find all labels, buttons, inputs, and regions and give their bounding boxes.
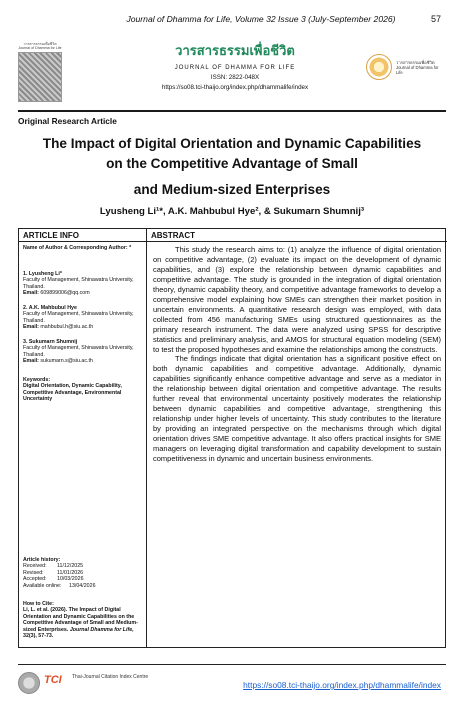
author-2-name: 2. A.K. Mahbubul Hye [23, 305, 77, 311]
how-to-cite [23, 601, 143, 639]
author-3-email[interactable]: sukumarn.s@siu.ac.th [40, 358, 93, 365]
author-3-affiliation: Faculty of Management, Shinawatra University, Thailand. [23, 345, 134, 358]
journal-header [18, 38, 446, 108]
seal-icon [18, 672, 40, 694]
journal-masthead [110, 40, 360, 91]
history-row: Available online: 13/04/2026 [23, 582, 96, 589]
author-1-email[interactable]: 609899006@qq.com [40, 290, 90, 297]
thai-journal-title: วารสารธรรมเพื่อชีวิต [175, 44, 295, 59]
journal-url[interactable]: https://so08.tci-thaijo.org/index.php/dhammalife/index [161, 84, 309, 91]
right-logo-text: วารสารธรรมเพื่อชีวิต Journal of Dhamma for Life [396, 60, 439, 75]
author-line: Lyusheng Li¹*, A.K. Mahbubul Hye², & Sukumarn Shumnij³ [99, 206, 365, 217]
article-info-heading: ARTICLE INFO [23, 231, 79, 240]
author-3-name: 3. Sukumarn Shumnij [23, 339, 78, 345]
author-2-affiliation: Faculty of Management, Shinawatra University, Thailand. [23, 311, 134, 324]
abstract-heading-rule [147, 241, 447, 242]
history-label: Article history: [23, 557, 61, 563]
header-rule [18, 110, 446, 112]
author-1-affiliation: Faculty of Management, Shinawatra University, Thailand. [23, 277, 134, 290]
cite-label: How to Cite: [23, 601, 54, 607]
english-journal-title: JOURNAL OF DHAMMA FOR LIFE [174, 65, 296, 71]
email-label: Email: [23, 324, 39, 331]
author-2-block [23, 305, 143, 331]
issn: ISSN: 2822-048X [210, 74, 260, 81]
abstract-paragraph-1: This study the research aims to: (1) analyze the influence of digital orientation on competitive advantage, (2) evaluate its impact on the development of dynamic capabilities, and (3) explore the relationship between dynamic capabilities and competitive advantage. The study is grounded in the integration of digital orientation theory, dynamic capability theory, and competitive advantage frameworks to develop a comprehensive model explaining how SMEs can strengthen their market position in uncertain environments. A quantitative research design was employed, with data collected from 456 manufacturing SMEs using structured questionnaires as the primary research instrument. The data were analyzed using SPSS for descriptive statistics and preliminary analysis, and AMOS for structural equation modeling (SEM) to test the proposed hypotheses and examine the relationships among the constructs. [153, 245, 441, 354]
abstract-body [153, 245, 441, 464]
corresponding-author-label: Name of Author & Corresponding Author: * [23, 245, 132, 251]
column-divider [146, 229, 147, 647]
title-line: The Impact of Digital Orientation and Dynamic Capabilities [42, 136, 422, 151]
page-number: 57 [430, 14, 441, 24]
footer-rule [18, 664, 446, 665]
tci-logo: TCI [44, 674, 62, 686]
title-line: and Medium-sized Enterprises [133, 182, 331, 197]
article-history [23, 557, 143, 589]
history-row: Revised: 11/01/2026 [23, 569, 84, 576]
abstract-paragraph-2: The findings indicate that digital orientation has a significant positive effect on both dynamic capabilities and competitive advantage. Additionally, dynamic capabilities significantly enhance competitive advantage and serve as a mediator in the relationship between digital orientation and competitive advantage. The results further reveal that environmental uncertainty positively moderates the relationship between dynamic capabilities and competitive advantage, strengthening this relationship under higher levels of uncertainty. This study contributes to the literature by providing an integrated perspective on the mechanisms through which digital orientation drives SME competitive advantage. It also offers practical insights for SME managers on leveraging digital transformation and capability development to sustain competitiveness in dynamic and uncertain business environments. [153, 354, 441, 464]
author-3-block [23, 339, 143, 365]
tci-caption: Thai-Journal Citation Index Centre [72, 674, 149, 680]
citation: Li, L. et al. (2026). The Impact of Digital Orientation and Dynamic Capabilities on the Competitive Advantage of Small and Medium-sized Enterprises. Journal Dhamma for Life, 32(3), 57-73. [23, 607, 138, 640]
author-2-email[interactable]: mahbubul.h@siu.ac.th [40, 324, 94, 331]
left-logo-caption: วารสารธรรมเพื่อชีวิต Journal of Dhamma for Life [18, 42, 62, 50]
citation-journal: Journal Dhamma for Life, [69, 626, 134, 633]
email-label: Email: [23, 290, 39, 297]
journal-logo-right [366, 52, 446, 86]
email-label: Email: [23, 358, 39, 365]
history-row: Accepted: 10/03/2026 [23, 576, 84, 583]
article-title [18, 134, 446, 200]
keywords-block [23, 377, 143, 403]
footer-logos [18, 670, 158, 698]
temple-image [18, 52, 62, 102]
keywords: Digital Orientation, Dynamic Capability, Competitive Advantage, Environmental Uncertainty [23, 383, 122, 403]
citation-tail: 32(3), 57-73. [23, 633, 54, 640]
abstract-heading: ABSTRACT [151, 231, 195, 240]
title-line: on the Competitive Advantage of Small [106, 156, 358, 171]
journal-logo-left [18, 42, 62, 104]
history-row: Received: 11/12/2025 [23, 563, 84, 570]
keywords-label: Keywords: [23, 377, 51, 383]
author-1-name: 1. Lyusheng Li* [23, 271, 62, 277]
footer-url-link[interactable]: https://so08.tci-thaijo.org/index.php/dhammalife/index [243, 680, 441, 690]
info-heading-rule [19, 241, 146, 242]
seal-icon [366, 54, 392, 80]
running-head: Journal of Dhamma for Life, Volume 32 Issue 3 (July-September 2026) [126, 14, 396, 24]
author-1-block [23, 271, 143, 297]
article-type: Original Research Article [18, 116, 117, 126]
article-box [18, 228, 446, 648]
